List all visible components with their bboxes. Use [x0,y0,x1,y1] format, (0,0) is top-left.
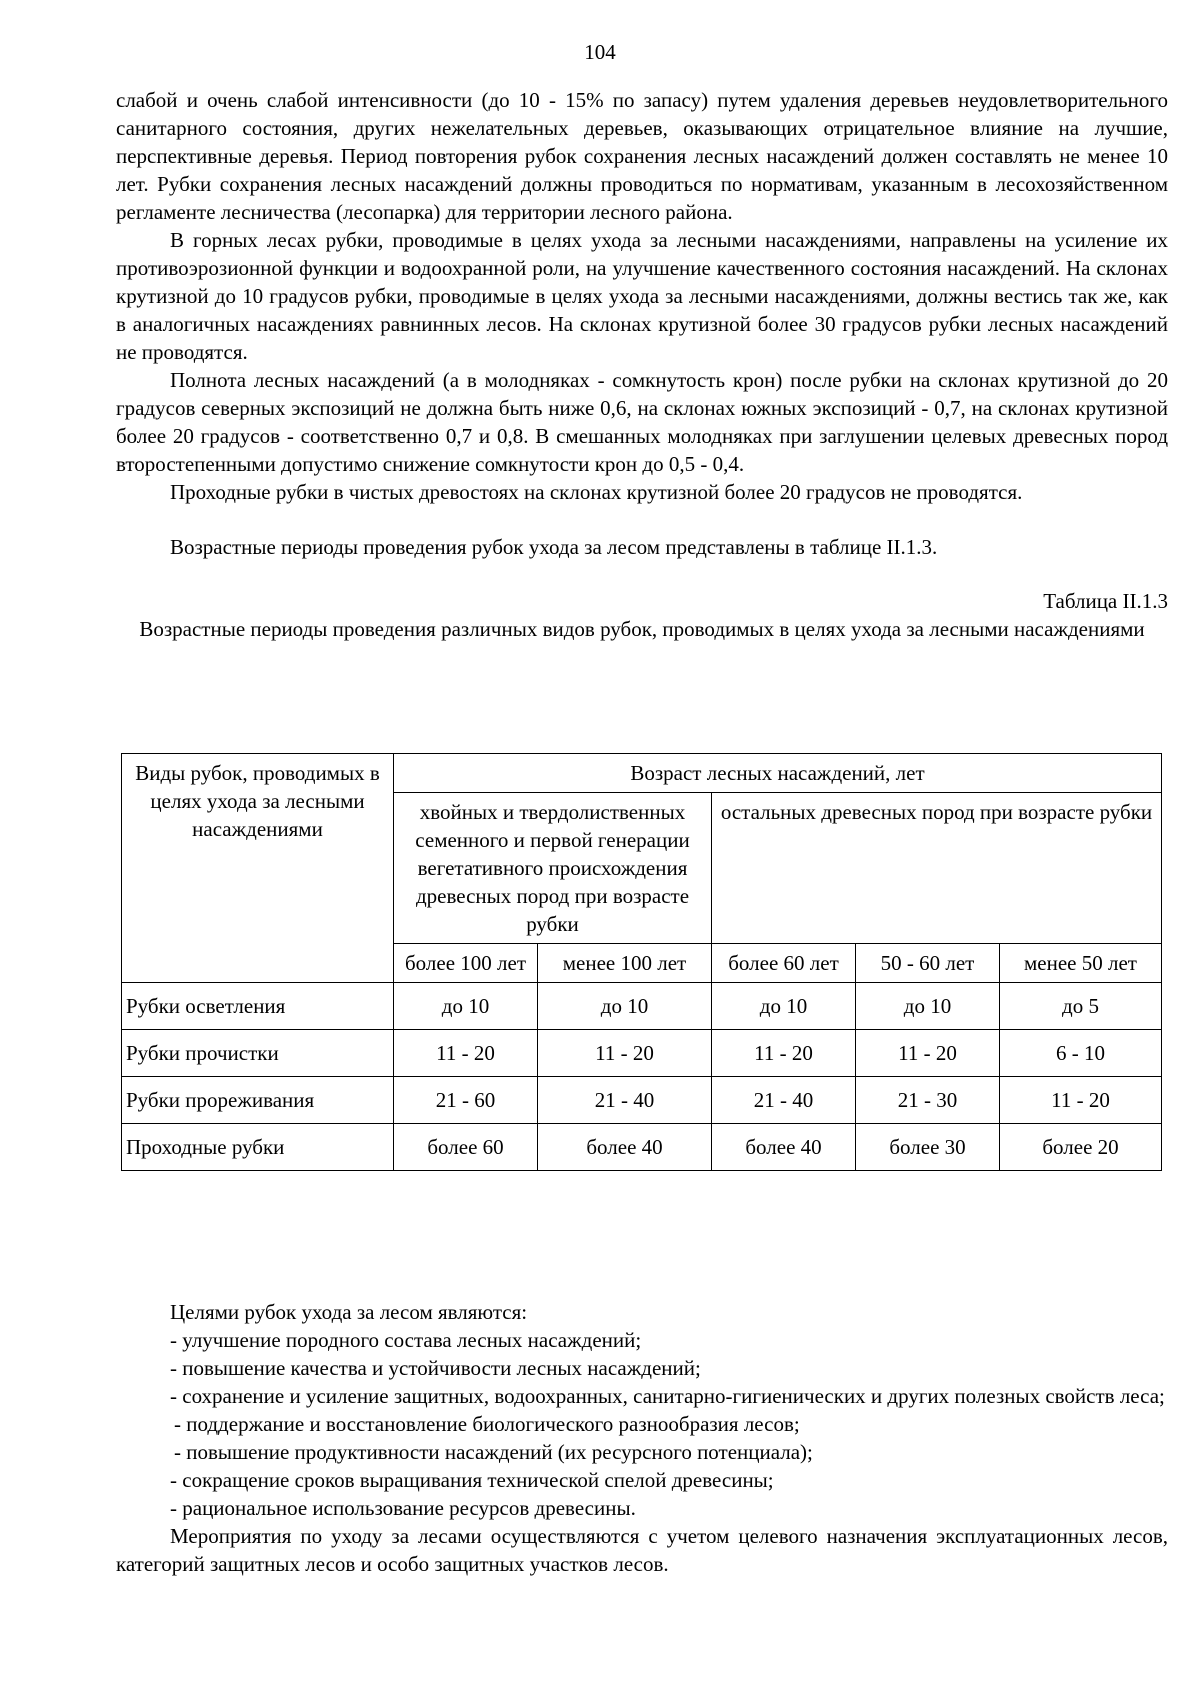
table-cell: 21 - 40 [538,1077,712,1124]
table-cell: более 20 [1000,1124,1162,1171]
row-label: Рубки прочистки [122,1030,394,1077]
goal-item: - поддержание и восстановление биологического разнообразия лесов; [174,1412,800,1436]
body-text-top [116,86,1168,643]
table-caption-number: Таблица II.1.3 [1043,589,1168,613]
table-row [122,1030,1162,1077]
table-cell: более 40 [538,1124,712,1171]
row-label: Рубки прореживания [122,1077,394,1124]
table-row [122,1077,1162,1124]
paragraph-3: Полнота лесных насаждений (а в молодняках - сомкнутость крон) после рубки на склонах крутизной до 20 градусов северных экспозиций не должна быть ниже 0,6, на склонах южных экспозиций - 0,7, на склонах крутизной более 20 градусов - соответственно 0,7 и 0,8. В смешанных молодняках при заглушении целевых древесных пород второстепенными допустимо снижение сомкнутости крон до 0,5 - 0,4. [116,368,1168,476]
header-group-conifer: хвойных и твердолиственных семенного и первой генерации вегетативного происхождения древесных пород при возрасте рубки [394,793,712,944]
table-cell: до 10 [538,983,712,1030]
table-row [122,983,1162,1030]
paragraph-1: слабой и очень слабой интенсивности (до 10 - 15% по запасу) путем удаления деревьев неудовлетворительного санитарного состояния, других нежелательных деревьев, оказывающих отрицательное влияние на лучшие, перспективные деревья. Период повторения рубок сохранения лесных насаждений должен составлять не менее 10 лет. Рубки сохранения лесных насаждений должны проводиться по нормативам, указанным в лесохозяйственном регламенте лесничества (лесопарка) для территории лесного района. [116,88,1168,224]
goal-item: - сохранение и усиление защитных, водоохранных, санитарно-гигиенических и других полезных свойств леса; [170,1384,1165,1408]
goal-item: - улучшение породного состава лесных насаждений; [170,1328,642,1352]
table-cell: 11 - 20 [394,1030,538,1077]
sub-header: менее 100 лет [538,944,712,983]
table-cell: более 60 [394,1124,538,1171]
table-cell: до 10 [394,983,538,1030]
table-cell: 11 - 20 [538,1030,712,1077]
goal-item: - рациональное использование ресурсов древесины. [170,1496,636,1520]
table-cell: до 10 [856,983,1000,1030]
final-paragraph: Мероприятия по уходу за лесами осуществляются с учетом целевого назначения эксплуатационных лесов, категорий защитных лесов и особо защитных участков лесов. [116,1524,1168,1576]
table-cell: до 10 [712,983,856,1030]
table-cell: 21 - 60 [394,1077,538,1124]
cutting-periods-table [121,753,1162,1171]
header-age: Возраст лесных насаждений, лет [394,754,1162,793]
body-text-bottom [116,1298,1168,1578]
table-cell: 21 - 40 [712,1077,856,1124]
goal-item: - повышение качества и устойчивости лесных насаждений; [170,1356,701,1380]
table-caption-title: Возрастные периоды проведения различных видов рубок, проводимых в целях ухода за лесными насаждениями [139,617,1145,641]
page-number: 104 [584,40,616,64]
row-label: Проходные рубки [122,1124,394,1171]
goal-item: - повышение продуктивности насаждений (их ресурсного потенциала); [174,1440,813,1464]
table-row [122,1124,1162,1171]
paragraph-4: Проходные рубки в чистых древостоях на склонах крутизной более 20 градусов не проводятся. [170,480,1023,504]
table-cell: 6 - 10 [1000,1030,1162,1077]
sub-header: 50 - 60 лет [856,944,1000,983]
table-cell: более 30 [856,1124,1000,1171]
sub-header: более 100 лет [394,944,538,983]
table-cell: 21 - 30 [856,1077,1000,1124]
goal-item: - сокращение сроков выращивания технической спелой древесины; [170,1468,774,1492]
table-intro: Возрастные периоды проведения рубок ухода за лесом представлены в таблице II.1.3. [170,535,938,559]
header-group-other: остальных древесных пород при возрасте рубки [712,793,1162,944]
table-cell: 11 - 20 [712,1030,856,1077]
table-cell: более 40 [712,1124,856,1171]
sub-header: более 60 лет [712,944,856,983]
row-label: Рубки осветления [122,983,394,1030]
header-kind: Виды рубок, проводимых в целях ухода за лесными насаждениями [122,754,394,983]
table-cell: 11 - 20 [1000,1077,1162,1124]
sub-header: менее 50 лет [1000,944,1162,983]
table-cell: до 5 [1000,983,1162,1030]
table-cell: 11 - 20 [856,1030,1000,1077]
goals-intro: Целями рубок ухода за лесом являются: [170,1300,528,1324]
paragraph-2: В горных лесах рубки, проводимые в целях ухода за лесными насаждениями, направлены на усиление их противоэрозионной функции и водоохранной роли, на улучшение качественного состояния насаждений. На склонах крутизной до 10 градусов рубки, проводимые в целях ухода за лесными насаждениями, должны вестись так же, как в аналогичных насаждениях равнинных лесов. На склонах крутизной более 30 градусов рубки лесных насаждений не проводятся. [116,228,1168,364]
